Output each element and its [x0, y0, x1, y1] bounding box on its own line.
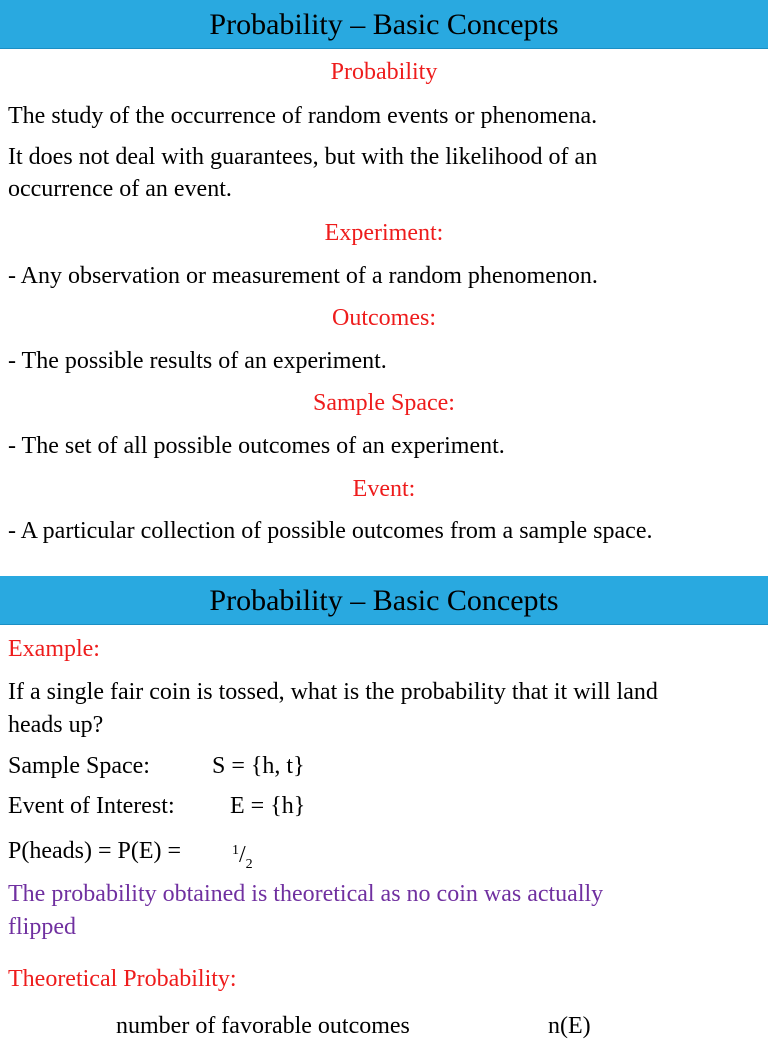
heading-probability: Probability: [330, 59, 438, 85]
heading-event: Event:: [352, 476, 416, 502]
theoretical-heading: Theoretical Probability:: [8, 966, 237, 992]
event-value: E = {h}: [230, 793, 306, 819]
experiment-definition: - Any observation or measurement of a random phenomenon.: [8, 263, 598, 289]
slide-separator: [0, 556, 768, 576]
fraction-numerator: 1: [232, 843, 239, 858]
formula-right-numerator: n(E): [548, 1013, 591, 1039]
note-line-2: flipped: [8, 914, 76, 940]
fraction-slash: /: [239, 842, 246, 868]
example-heading: Example:: [8, 636, 100, 662]
event-definition: - A particular collection of possible outcomes from a sample space.: [8, 518, 653, 544]
sample-space-definition: - The set of all possible outcomes of an experiment.: [8, 433, 505, 459]
slide-2: [0, 576, 768, 1039]
heading-experiment: Experiment:: [324, 220, 444, 246]
definition-line-2a: It does not deal with guarantees, but with the likelihood of an: [8, 144, 598, 170]
event-label: Event of Interest:: [8, 793, 175, 819]
outcomes-definition: - The possible results of an experiment.: [8, 348, 387, 374]
fraction-denominator: 2: [245, 857, 253, 872]
question-line-2: heads up?: [8, 712, 104, 738]
heading-sample-space: Sample Space:: [313, 390, 455, 416]
probability-fraction: [232, 835, 253, 881]
slide-title: Probability – Basic Concepts: [0, 0, 768, 49]
formula-numerator-text: number of favorable outcomes: [116, 1013, 410, 1039]
sample-space-label: Sample Space:: [8, 753, 150, 779]
sample-space-value: S = {h, t}: [212, 753, 305, 779]
question-line-1: If a single fair coin is tossed, what is the probability that it will land: [8, 679, 658, 705]
definition-line-2b: occurrence of an event.: [8, 176, 232, 202]
heading-outcomes: Outcomes:: [332, 305, 436, 331]
note-line-1: The probability obtained is theoretical as no coin was actually: [8, 881, 604, 907]
definition-line-1: The study of the occurrence of random events or phenomena.: [8, 103, 598, 129]
p-heads-label: P(heads) = P(E) =: [8, 838, 182, 864]
slide-title: Probability – Basic Concepts: [0, 576, 768, 625]
